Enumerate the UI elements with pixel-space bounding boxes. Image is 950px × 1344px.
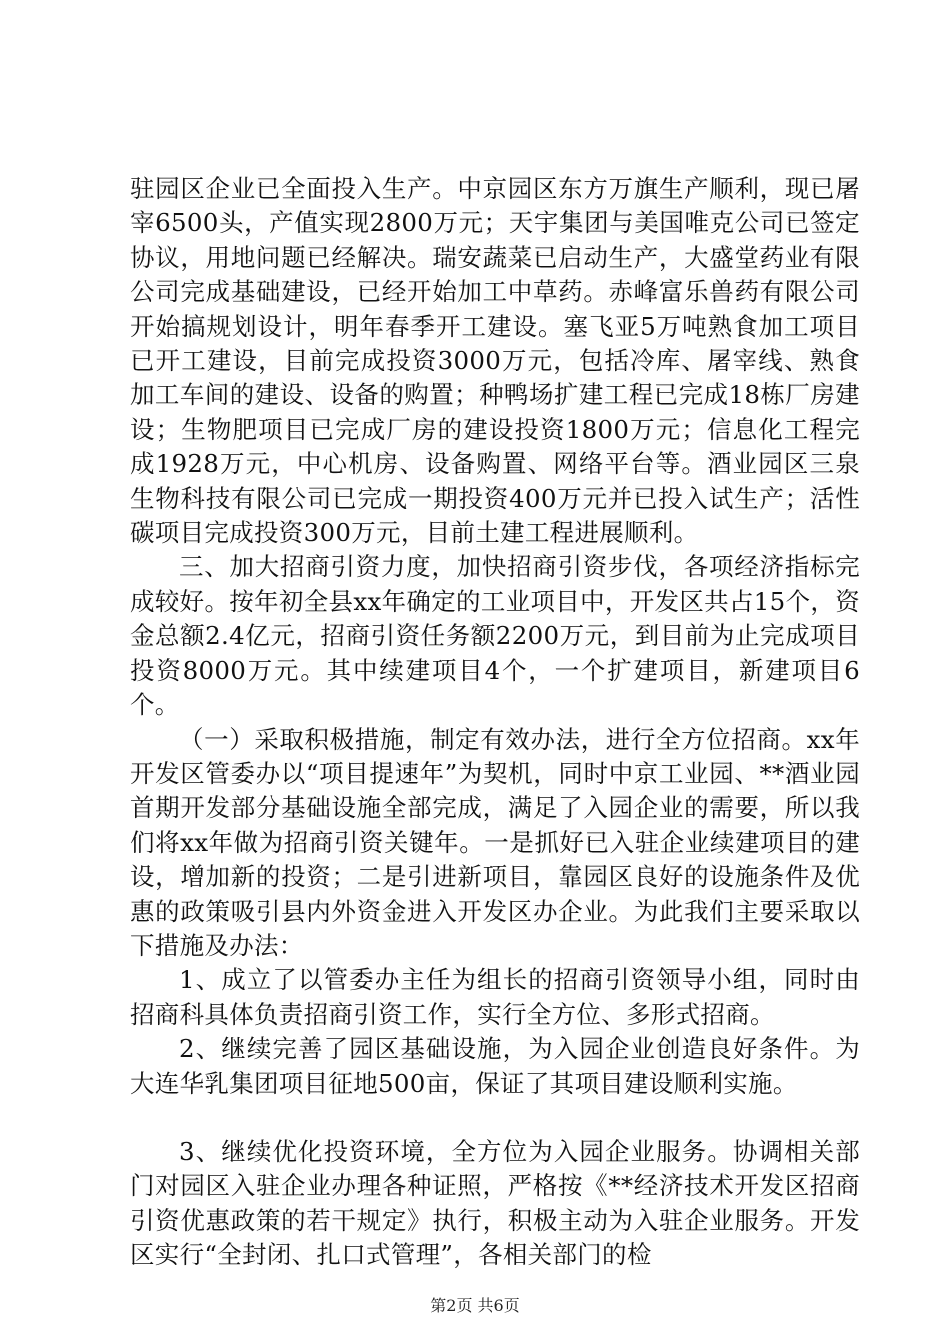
page-footer (0, 1296, 950, 1316)
paragraph-section-three: 三、加大招商引资力度，加快招商引资步伐，各项经济指标完成较好。按年初全县xx年确定的工业项目中，开发区共占15个，资金总额2.4亿元，招商引资任务额2200万元，到目前为止完成项目投资8000万元。其中续建项目4个，一个扩建项目，新建项目6个。 (130, 552, 860, 720)
paragraph-gap (130, 1101, 860, 1135)
document-body (130, 172, 860, 1273)
paragraph-subsection-one: （一）采取积极措施，制定有效办法，进行全方位招商。xx年开发区管委办以“项目提速年”为契机，同时中京工业园、**酒业园首期开发部分基础设施全部完成，满足了入园企业的需要，所以我们将xx年做为招商引资关键年。一是抓好已入驻企业续建项目的建设，增加新的投资；二是引进新项目，靠园区良好的设施条件及优惠的政策吸引县内外资金进入开发区办企业。为此我们主要采取以下措施及办法： (130, 724, 860, 960)
paragraph-item-two: 2、继续完善了园区基础设施，为入园企业创造良好条件。为大连华乳集团项目征地500亩，保证了其项目建设顺利实施。 (130, 1034, 860, 1098)
paragraph-item-three: 3、继续优化投资环境，全方位为入园企业服务。协调相关部门对园区入驻企业办理各种证照，严格按《**经济技术开发区招商引资优惠政策的若干规定》执行，积极主动为入驻企业服务。开发区实行“全封闭、扎口式管理”，各相关部门的检 (130, 1136, 860, 1270)
page-number-label: 第2页 共6页 (430, 1296, 520, 1315)
paragraph-item-one: 1、成立了以管委办主任为组长的招商引资领导小组，同时由招商科具体负责招商引资工作，实行全方位、多形式招商。 (130, 965, 860, 1029)
paragraph-continuation: 驻园区企业已全面投入生产。中京园区东方万旗生产顺利，现已屠宰6500头，产值实现2800万元；天宇集团与美国唯克公司已签定协议，用地问题已经解决。瑞安蔬菜已启动生产，大盛堂药业有限公司完成基础建设，已经开始加工中草药。赤峰富乐兽药有限公司开始搞规划设计，明年春季开工建设。塞飞亚5万吨熟食加工项目已开工建设，目前完成投资3000万元，包括冷库、屠宰线、熟食加工车间的建设、设备的购置；种鸭场扩建工程已完成18栋厂房建设；生物肥项目已完成厂房的建设投资1800万元；信息化工程完成1928万元，中心机房、设备购置、网络平台等。酒业园区三泉生物科技有限公司已完成一期投资400万元并已投入试生产；活性碳项目完成投资300万元，目前土建工程进展顺利。 (130, 174, 860, 548)
